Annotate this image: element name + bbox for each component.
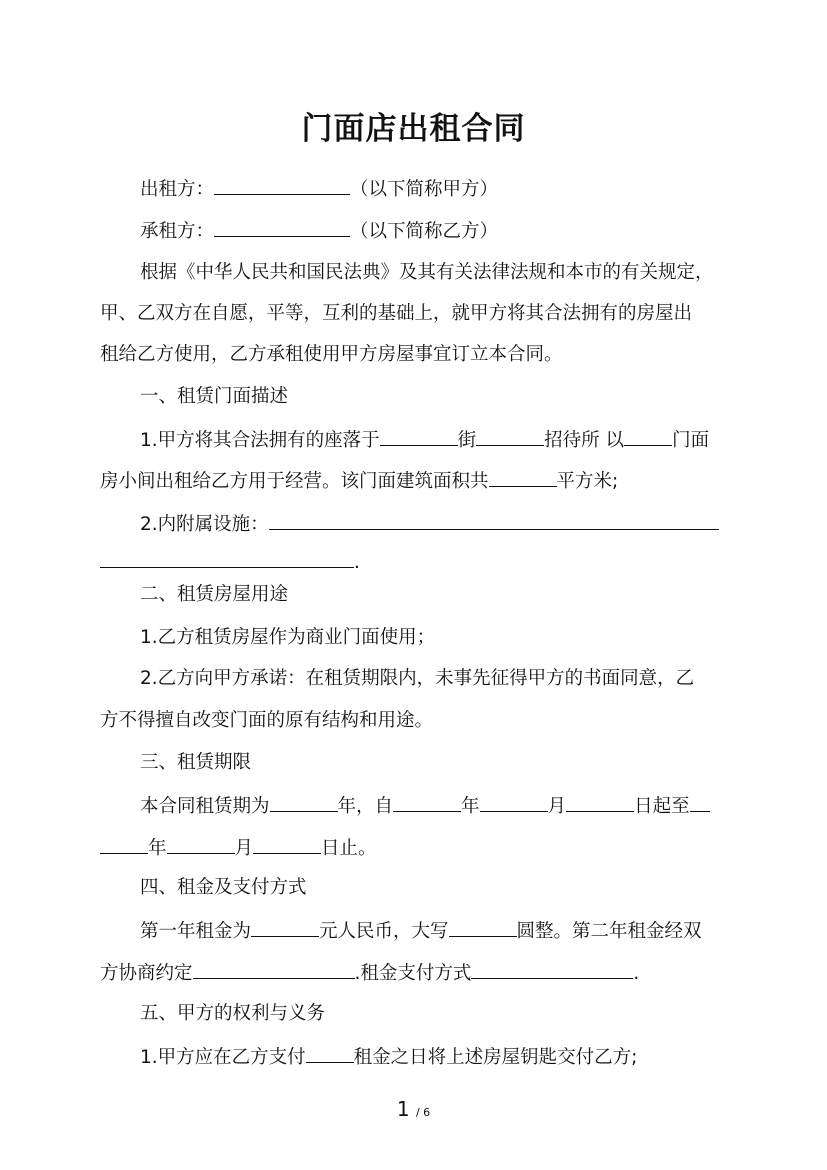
text: 1.甲方将其合法拥有的座落于 [140,430,380,451]
document-title: 门面店出租合同 [301,111,526,147]
page-current: 1 [396,1097,410,1121]
blank-field [214,176,350,195]
blank-field [253,835,321,854]
paragraph-line [140,918,770,944]
section-heading: 一、租赁门面描述 [140,386,289,407]
text: 第一年租金为 [140,921,252,942]
section-heading: 三、租赁期限 [140,752,252,773]
blank-field [449,918,517,937]
text: 日止。 [321,838,377,859]
paragraph-line [140,427,770,453]
text: 1.甲方应在乙方支付 [140,1047,306,1068]
paragraph-line: 1.乙方租赁房屋作为商业门面使用； [140,627,436,648]
blank-field [480,793,548,812]
paragraph-line: 根据《中华人民共和国民法典》及其有关法律法规和本市的有关规定， [140,262,714,283]
page-number [0,1097,827,1125]
lessee-line [140,218,770,244]
blank-field [269,511,719,530]
paragraph-line [140,793,770,819]
section-heading: 五、甲方的权利与义务 [140,1003,326,1024]
text: 年 [148,838,167,859]
section-heading: 二、租赁房屋用途 [140,584,289,605]
text: 街 [457,430,477,451]
text: 房小间出租给乙方用于经营。该门面建筑面积共 [100,471,489,492]
blank-field [100,549,354,568]
text: 年 [461,796,480,817]
text: 月 [547,796,567,817]
text: 平方米; [556,471,619,492]
text: 2.内附属设施： [140,514,269,535]
page-total: / 6 [415,1106,431,1119]
text: 招待所 以 [544,430,625,451]
text: 圆整。第二年租金经双 [516,921,702,942]
paragraph-line [100,468,730,494]
text: （以下简称甲方） [350,179,499,200]
paragraph-line: 甲、乙双方在自愿，平等，互利的基础上，就甲方将其合法拥有的房屋出 [100,303,693,324]
blank-field [100,835,148,854]
text: 出租方： [140,179,215,200]
blank-field [566,793,634,812]
blank-field [380,427,458,446]
text: 承租方： [140,221,215,242]
blank-field [690,793,710,812]
text: （以下简称乙方） [350,221,499,242]
paragraph-line [100,835,730,861]
text: 日起至 [634,796,690,817]
blank-field [306,1044,354,1063]
text: 年，自 [337,796,394,817]
text: 元人民币，大写 [319,921,449,942]
paragraph-line [140,511,770,537]
paragraph-line: 2.乙方向甲方承诺：在租赁期限内，未事先征得甲方的书面同意，乙 [140,668,695,689]
text: 本合同租赁期为 [140,796,270,817]
text: . [633,963,640,984]
blank-field [471,960,633,979]
blank-field [476,427,544,446]
text: 租金之日将上述房屋钥匙交付乙方; [353,1047,638,1068]
blank-field [214,218,350,237]
section-heading: 四、租金及支付方式 [140,877,307,898]
paragraph-line: 方不得擅自改变门面的原有结构和用途。 [100,710,434,731]
blank-field [489,468,557,487]
text: 方协商约定 [100,963,193,984]
text: . [354,552,360,573]
blank-field [167,835,235,854]
paragraph-line [100,549,730,575]
text: 门面 [672,430,710,451]
lessor-line [140,176,770,202]
blank-field [624,427,672,446]
paragraph-line [100,960,730,986]
blank-field [270,793,338,812]
blank-field [193,960,355,979]
blank-field [393,793,461,812]
blank-field [251,918,319,937]
paragraph-line: 租给乙方使用，乙方承租使用甲方房屋事宜订立本合同。 [100,344,563,365]
text: 月 [234,838,254,859]
paragraph-line [140,1044,770,1070]
text: .租金支付方式 [354,963,472,984]
